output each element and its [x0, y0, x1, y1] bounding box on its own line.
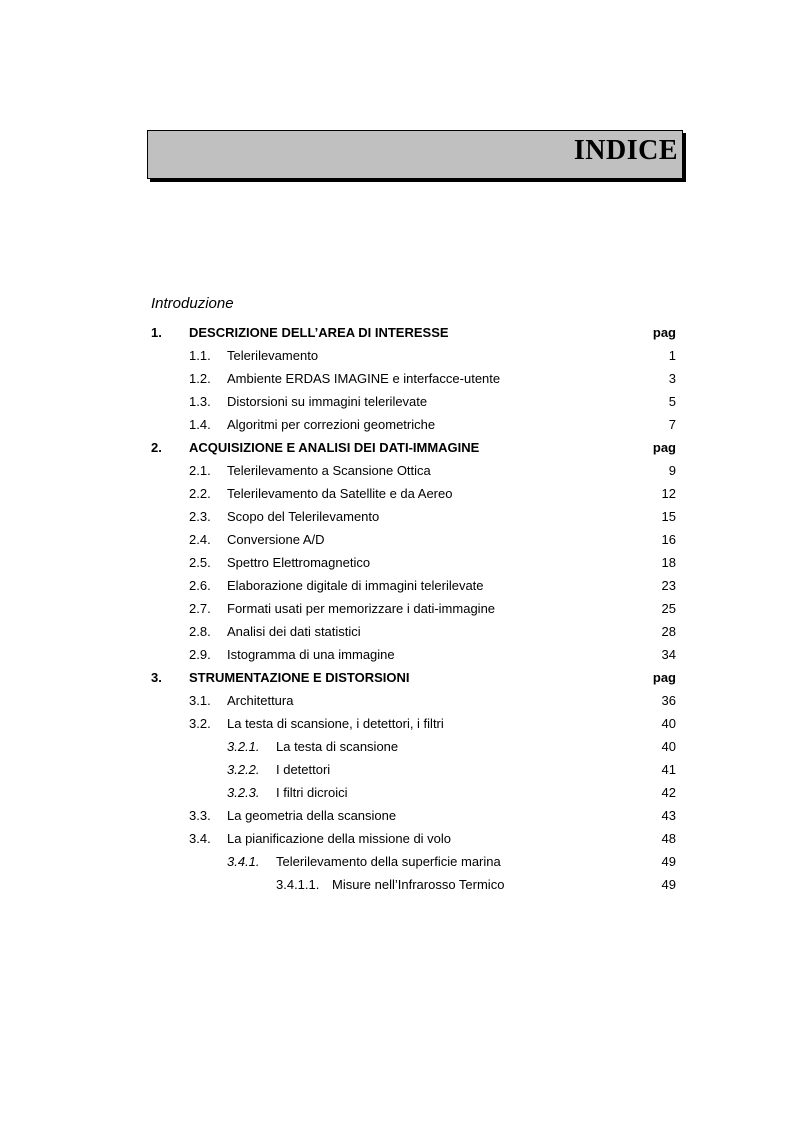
toc-entry-title: Misure nell’Infrarosso Termico	[332, 877, 505, 892]
toc-entry-page: 40	[661, 716, 676, 731]
toc-entry[interactable]	[0, 643, 793, 666]
toc-entry[interactable]	[0, 482, 793, 505]
toc-entry-title: Architettura	[227, 693, 294, 708]
toc-entry-title: I detettori	[276, 762, 331, 777]
toc-entry-number: 2.9.	[189, 647, 211, 662]
toc-entry-title: La pianificazione della missione di volo	[227, 831, 452, 846]
toc-entry[interactable]	[0, 758, 793, 781]
toc-entry-number: 1.3.	[189, 394, 211, 409]
toc-entry[interactable]	[0, 712, 793, 735]
intro-heading[interactable]: Introduzione	[151, 295, 234, 312]
toc-entry-page: 48	[661, 831, 676, 846]
toc-entry-number: 3.	[151, 670, 162, 685]
toc-entry-title: Conversione A/D	[227, 532, 325, 547]
toc-entry-number: 2.1.	[189, 463, 211, 478]
toc-entry-number: 2.5.	[189, 555, 211, 570]
toc-entry-number: 3.2.3.	[227, 785, 260, 800]
toc-entry-page: 12	[661, 486, 676, 501]
toc-entry-page: 41	[661, 762, 676, 777]
toc-entry-page: pag	[652, 670, 676, 685]
toc-entry-page: pag	[652, 440, 676, 455]
toc-entry[interactable]	[0, 321, 793, 344]
toc-entry-page: 16	[661, 532, 676, 547]
toc-entry-page: 43	[661, 808, 676, 823]
toc-entry-title: Telerilevamento da Satellite e da Aereo	[227, 486, 453, 501]
toc-entry-page: 36	[661, 693, 676, 708]
toc-entry[interactable]	[0, 850, 793, 873]
toc-entry[interactable]	[0, 574, 793, 597]
toc-entry[interactable]	[0, 873, 793, 896]
toc-entry[interactable]	[0, 344, 793, 367]
table-of-contents	[0, 321, 793, 896]
toc-entry[interactable]	[0, 781, 793, 804]
toc-entry-title: I filtri dicroici	[276, 785, 348, 800]
title-banner	[147, 130, 683, 179]
toc-entry-page: pag	[652, 325, 676, 340]
toc-entry-page: 3	[668, 371, 676, 386]
toc-entry-number: 1.	[151, 325, 162, 340]
toc-entry-number: 1.2.	[189, 371, 211, 386]
toc-entry[interactable]	[0, 689, 793, 712]
toc-entry-page: 28	[661, 624, 676, 639]
toc-entry-page: 9	[668, 463, 676, 478]
toc-entry-title: Formati usati per memorizzare i dati-immagine	[227, 601, 496, 616]
toc-entry-page: 18	[661, 555, 676, 570]
toc-entry-page: 1	[668, 348, 676, 363]
toc-entry-number: 3.3.	[189, 808, 211, 823]
toc-entry-title: DESCRIZIONE DELL’AREA DI INTERESSE	[189, 325, 449, 340]
toc-entry-title: La geometria della scansione	[227, 808, 397, 823]
toc-entry-title: Analisi dei dati statistici	[227, 624, 361, 639]
toc-entry[interactable]	[0, 436, 793, 459]
toc-entry-page: 5	[668, 394, 676, 409]
toc-entry-title: Telerilevamento	[227, 348, 319, 363]
toc-entry[interactable]	[0, 551, 793, 574]
toc-entry-title: Spettro Elettromagnetico	[227, 555, 371, 570]
toc-entry-number: 2.6.	[189, 578, 211, 593]
toc-entry-title: Elaborazione digitale di immagini telerilevate	[227, 578, 484, 593]
toc-entry-number: 3.2.	[189, 716, 211, 731]
toc-entry-page: 23	[661, 578, 676, 593]
toc-entry-number: 3.1.	[189, 693, 211, 708]
toc-entry-number: 2.4.	[189, 532, 211, 547]
toc-entry-title: Algoritmi per correzioni geometriche	[227, 417, 436, 432]
toc-entry[interactable]	[0, 413, 793, 436]
toc-entry-title: Ambiente ERDAS IMAGINE e interfacce-utente	[227, 371, 501, 386]
toc-entry-page: 49	[661, 877, 676, 892]
toc-entry-number: 3.4.1.	[227, 854, 260, 869]
toc-entry-number: 2.2.	[189, 486, 211, 501]
toc-entry-number: 2.7.	[189, 601, 211, 616]
toc-entry[interactable]	[0, 620, 793, 643]
toc-entry-number: 3.4.	[189, 831, 211, 846]
toc-entry-title: La testa di scansione	[276, 739, 399, 754]
toc-entry[interactable]	[0, 597, 793, 620]
toc-entry-title: ACQUISIZIONE E ANALISI DEI DATI-IMMAGINE	[189, 440, 480, 455]
toc-entry-number: 2.8.	[189, 624, 211, 639]
toc-entry-title: Distorsioni su immagini telerilevate	[227, 394, 428, 409]
toc-entry-number: 1.4.	[189, 417, 211, 432]
toc-entry-number: 2.	[151, 440, 162, 455]
toc-entry[interactable]	[0, 666, 793, 689]
toc-entry-title: Istogramma di una immagine	[227, 647, 395, 662]
toc-entry[interactable]	[0, 459, 793, 482]
toc-entry[interactable]	[0, 735, 793, 758]
toc-entry-page: 49	[661, 854, 676, 869]
toc-entry-title: Scopo del Telerilevamento	[227, 509, 380, 524]
toc-entry-number: 3.4.1.1.	[276, 877, 320, 892]
toc-entry[interactable]	[0, 505, 793, 528]
toc-entry-page: 25	[661, 601, 676, 616]
toc-entry-title: La testa di scansione, i detettori, i filtri	[227, 716, 444, 731]
toc-entry-title: Telerilevamento a Scansione Ottica	[227, 463, 431, 478]
page-title: INDICE	[573, 135, 678, 166]
toc-entry-page: 42	[661, 785, 676, 800]
toc-entry[interactable]	[0, 804, 793, 827]
toc-entry-number: 3.2.2.	[227, 762, 260, 777]
toc-entry[interactable]	[0, 528, 793, 551]
toc-entry[interactable]	[0, 827, 793, 850]
toc-entry-number: 3.2.1.	[227, 739, 260, 754]
toc-entry-page: 40	[661, 739, 676, 754]
toc-entry-title: Telerilevamento della superficie marina	[276, 854, 501, 869]
toc-entry-page: 15	[661, 509, 676, 524]
toc-entry-page: 34	[661, 647, 676, 662]
toc-entry-number: 2.3.	[189, 509, 211, 524]
toc-entry-title: STRUMENTAZIONE E DISTORSIONI	[189, 670, 410, 685]
toc-entry[interactable]	[0, 367, 793, 390]
toc-entry[interactable]	[0, 390, 793, 413]
toc-entry-page: 7	[668, 417, 676, 432]
toc-entry-number: 1.1.	[189, 348, 211, 363]
